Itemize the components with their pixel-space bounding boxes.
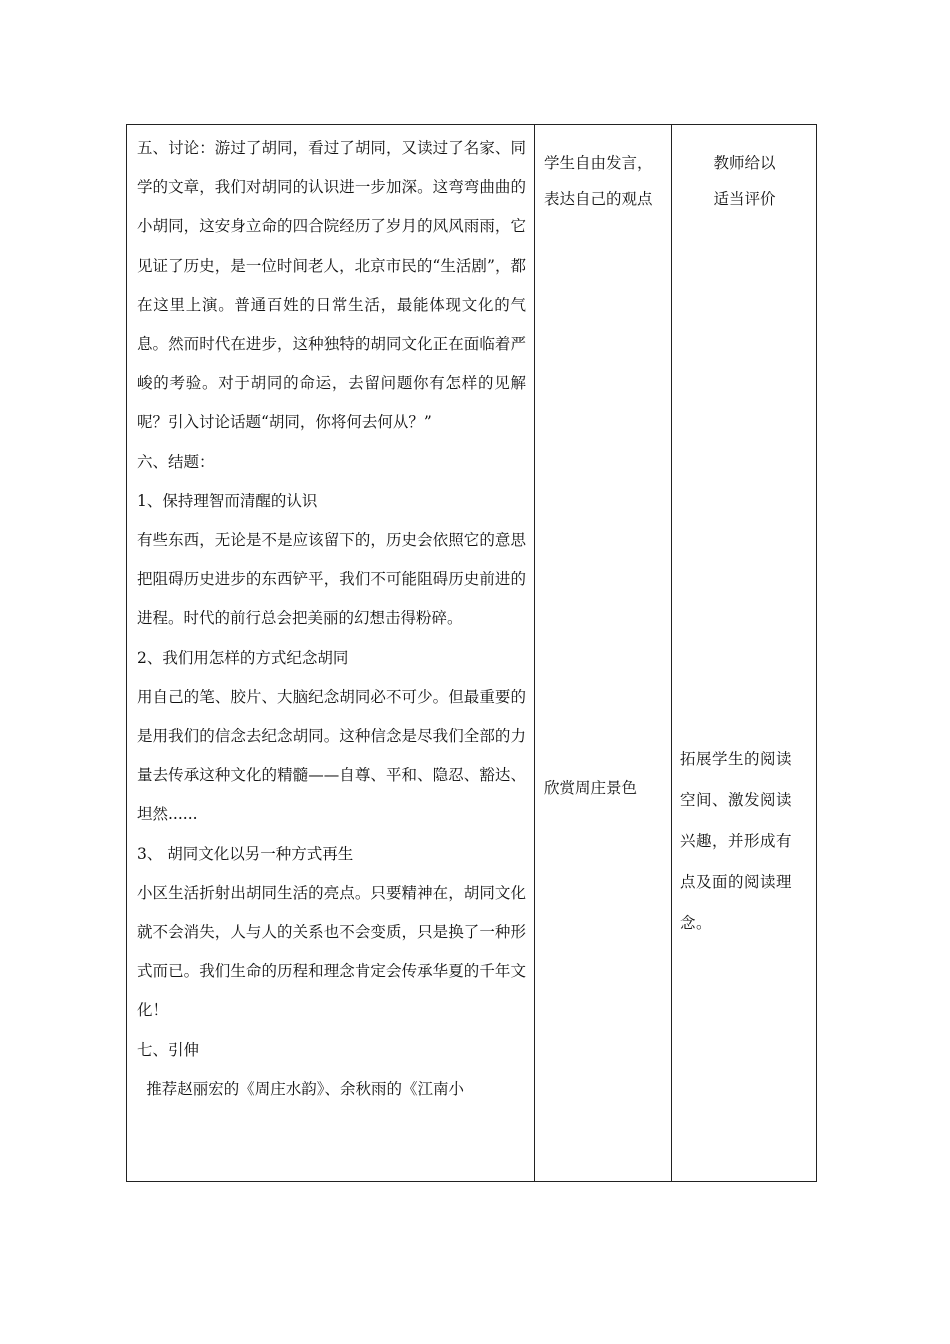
table-row xyxy=(127,125,817,1182)
discussion-paragraph: 五、讨论：游过了胡同，看过了胡同，又读过了名家、同学的文章，我们对胡同的认识进一步加深。这弯弯曲曲的小胡同，这安身立命的四合院经历了岁月的风风雨雨，它见证了历史，是一位时间老人，北京市民的“生活剧”，都在这里上演。普通百姓的日常生活，最能体现文化的气息。然而时代在进步，这种独特的胡同文化正在面临着严峻的考验。对于胡同的命运，去留问题你有怎样的见解呢？引入讨论话题“胡同，你将何去何从？” xyxy=(137,139,526,432)
lesson-plan-table xyxy=(126,124,817,1182)
conclusion-heading: 六、结题： xyxy=(137,452,215,471)
student-extension-text: 欣赏周庄景色 xyxy=(544,779,638,797)
point-2-heading: 2、我们用怎样的方式纪念胡同 xyxy=(137,648,349,667)
teacher-evaluation-line: 教师给以 xyxy=(713,154,776,172)
extension-intent-line: 点及面的阅读理 xyxy=(680,873,793,891)
teacher-evaluation-text xyxy=(672,145,817,217)
point-1-paragraph: 有些东西，无论是不是应该留下的，历史会依照它的意思把阻碍历史进步的东西铲平，我们不可能阻碍历史前进的进程。时代的前行总会把美丽的幻想击得粉碎。 xyxy=(137,531,526,628)
point-3-heading: 3、 胡同文化以另一种方式再生 xyxy=(137,844,354,863)
teacher-evaluation-line: 适当评价 xyxy=(713,190,776,208)
teaching-content xyxy=(127,125,534,1179)
extension-intent-text xyxy=(680,739,810,944)
extension-intent-line: 空间、激发阅读 xyxy=(680,791,793,809)
student-discussion-line: 表达自己的观点 xyxy=(544,190,653,208)
extension-paragraph: 推荐赵丽宏的《周庄水韵》、余秋雨的《江南小 xyxy=(146,1079,465,1098)
design-intent-cell xyxy=(672,125,817,1182)
teaching-content-cell xyxy=(127,125,535,1182)
point-2-paragraph: 用自己的笔、胶片、大脑纪念胡同必不可少。但最重要的是用我们的信念去纪念胡同。这种信念是尽我们全部的力量去传承这种文化的精髓——自尊、平和、隐忍、豁达、坦然...... xyxy=(137,687,526,824)
point-3-paragraph: 小区生活折射出胡同生活的亮点。只要精神在，胡同文化就不会消失，人与人的关系也不会变质，只是换了一种形式而已。我们生命的历程和理念肯定会传承华夏的千年文化！ xyxy=(137,883,526,1020)
extension-intent-line: 念。 xyxy=(680,914,713,932)
point-1-heading: 1、保持理智而清醒的认识 xyxy=(137,491,318,510)
extension-intent-line: 拓展学生的阅读 xyxy=(680,750,793,768)
student-activity-cell xyxy=(535,125,672,1182)
student-discussion-text xyxy=(544,145,668,217)
student-discussion-line: 学生自由发言， xyxy=(544,154,653,172)
extension-heading: 七、引伸 xyxy=(137,1040,200,1059)
extension-intent-line: 兴趣，并形成有 xyxy=(680,832,793,850)
